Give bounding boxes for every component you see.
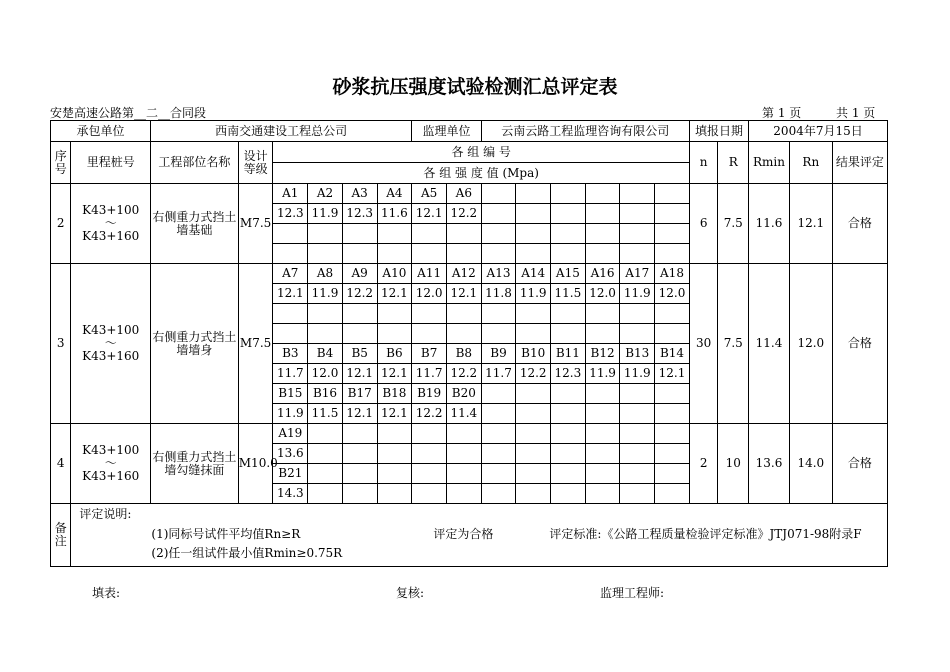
station-station-to: K43+160 xyxy=(82,349,140,363)
strength-value-cell: 12.1 xyxy=(446,284,481,304)
group-id-cell: A1 xyxy=(273,184,308,204)
empty-cell xyxy=(273,324,308,344)
strength-value-cell: 12.2 xyxy=(516,364,551,384)
strength-value-cell: 11.8 xyxy=(481,284,516,304)
empty-cell xyxy=(551,244,586,264)
empty-cell xyxy=(377,244,412,264)
row-r: 7.5 xyxy=(718,184,749,264)
strength-value-cell xyxy=(481,484,516,504)
strength-value-cell: 11.9 xyxy=(585,364,620,384)
strength-value-cell xyxy=(620,444,655,464)
group-id-cell xyxy=(551,384,586,404)
group-id-cell xyxy=(551,464,586,484)
empty-cell xyxy=(551,224,586,244)
empty-cell xyxy=(655,324,690,344)
strength-value-cell xyxy=(377,484,412,504)
strength-value-cell xyxy=(620,204,655,224)
empty-cell xyxy=(446,244,481,264)
strength-value-cell xyxy=(377,444,412,464)
group-id-cell: B10 xyxy=(516,344,551,364)
group-id-cell xyxy=(516,184,551,204)
empty-cell xyxy=(308,304,343,324)
row-n: 2 xyxy=(689,424,718,504)
row-part: 右侧重力式挡土墙基础 xyxy=(151,184,239,264)
strength-value-cell xyxy=(655,444,690,464)
row-station xyxy=(71,424,151,504)
empty-cell xyxy=(620,244,655,264)
empty-cell xyxy=(342,244,377,264)
group-id-cell: A2 xyxy=(308,184,343,204)
empty-cell xyxy=(481,324,516,344)
empty-cell xyxy=(412,224,447,244)
empty-cell xyxy=(273,244,308,264)
group-id-cell xyxy=(551,184,586,204)
group-id-cell xyxy=(516,424,551,444)
strength-value-cell xyxy=(446,444,481,464)
strength-value-cell: 12.2 xyxy=(342,284,377,304)
strength-value-cell: 12.2 xyxy=(446,204,481,224)
station-station-from: K43+100 xyxy=(82,203,140,217)
strength-value-cell xyxy=(551,484,586,504)
group-id-cell: B9 xyxy=(481,344,516,364)
row-rn: 12.1 xyxy=(789,184,832,264)
header-station: 里程桩号 xyxy=(71,142,151,184)
empty-cell xyxy=(516,244,551,264)
strength-value-cell xyxy=(516,484,551,504)
empty-cell xyxy=(412,304,447,324)
strength-value-cell: 12.0 xyxy=(308,364,343,384)
empty-cell xyxy=(655,224,690,244)
contractor-value: 西南交通建设工程总公司 xyxy=(151,121,412,142)
page-number: 第 1 页 xyxy=(762,106,802,120)
strength-value-cell xyxy=(585,404,620,424)
group-id-cell xyxy=(620,384,655,404)
empty-cell xyxy=(516,324,551,344)
strength-value-cell: 12.0 xyxy=(412,284,447,304)
strength-value-cell: 12.1 xyxy=(273,284,308,304)
supervisor-label: 监理单位 xyxy=(412,121,481,142)
strength-value-cell: 11.5 xyxy=(308,404,343,424)
row-n: 30 xyxy=(689,264,718,424)
row-grade: M7.5 xyxy=(238,184,273,264)
row-rmin: 13.6 xyxy=(749,424,790,504)
row-part: 右侧重力式挡土墙墙身 xyxy=(151,264,239,424)
group-id-cell: A18 xyxy=(655,264,690,284)
empty-cell xyxy=(446,324,481,344)
strength-value-cell xyxy=(412,484,447,504)
empty-cell xyxy=(655,244,690,264)
row-r: 10 xyxy=(718,424,749,504)
group-id-cell: A11 xyxy=(412,264,447,284)
strength-value-cell xyxy=(516,204,551,224)
strength-value-cell xyxy=(481,444,516,464)
remarks-conclusion: 评定为合格 xyxy=(433,527,494,541)
group-id-cell: B17 xyxy=(342,384,377,404)
station-tilde: ～ xyxy=(104,456,117,470)
strength-value-cell: 12.1 xyxy=(655,364,690,384)
group-id-cell xyxy=(655,384,690,404)
strength-value-cell xyxy=(585,204,620,224)
row-part: 右侧重力式挡土墙勾缝抹面 xyxy=(151,424,239,504)
strength-value-cell xyxy=(481,204,516,224)
strength-value-cell xyxy=(620,484,655,504)
page-title: 砂浆抗压强度试验检测汇总评定表 xyxy=(332,76,618,98)
empty-cell xyxy=(516,224,551,244)
empty-cell xyxy=(551,324,586,344)
group-id-cell: B13 xyxy=(620,344,655,364)
row-rn: 14.0 xyxy=(789,424,832,504)
remarks-content xyxy=(71,504,888,567)
strength-value-cell: 12.3 xyxy=(551,364,586,384)
group-id-cell xyxy=(377,464,412,484)
row-result: 合格 xyxy=(832,184,887,264)
station-station-to: K43+160 xyxy=(82,229,140,243)
empty-cell xyxy=(273,224,308,244)
header-group-no: 各 组 编 号 xyxy=(273,142,689,163)
empty-cell xyxy=(585,244,620,264)
group-id-cell: A12 xyxy=(446,264,481,284)
strength-value-cell xyxy=(655,204,690,224)
strength-value-cell: 11.9 xyxy=(620,284,655,304)
strength-value-cell xyxy=(516,444,551,464)
group-id-cell: B6 xyxy=(377,344,412,364)
group-id-cell: B14 xyxy=(655,344,690,364)
strength-value-cell: 12.3 xyxy=(273,204,308,224)
group-id-cell: A5 xyxy=(412,184,447,204)
group-id-cell xyxy=(585,384,620,404)
strength-value-cell: 12.1 xyxy=(377,404,412,424)
date-value: 2004年7月15日 xyxy=(749,121,888,142)
group-id-cell xyxy=(446,424,481,444)
empty-cell xyxy=(273,304,308,324)
group-id-cell xyxy=(620,424,655,444)
header-strength: 各 组 强 度 值 (Mpa) xyxy=(273,163,689,184)
group-id-cell: B20 xyxy=(446,384,481,404)
group-id-cell: A3 xyxy=(342,184,377,204)
strength-value-cell: 12.3 xyxy=(342,204,377,224)
remarks-standard: 评定标准:《公路工程质量检验评定标准》JTJ071-98附录F xyxy=(549,527,862,541)
group-id-cell xyxy=(308,424,343,444)
empty-cell xyxy=(308,324,343,344)
strength-value-cell xyxy=(481,404,516,424)
group-id-cell: A13 xyxy=(481,264,516,284)
remarks-item-1: (1)同标号试件平均值Rn≥R xyxy=(151,527,301,541)
supervisor-value: 云南云路工程监理咨询有限公司 xyxy=(481,121,689,142)
group-id-cell: A6 xyxy=(446,184,481,204)
strength-value-cell: 12.1 xyxy=(377,364,412,384)
group-id-cell: B7 xyxy=(412,344,447,364)
group-id-cell xyxy=(481,384,516,404)
group-id-cell xyxy=(620,184,655,204)
remarks-title: 评定说明: xyxy=(79,507,132,521)
group-id-cell xyxy=(655,424,690,444)
group-id-cell xyxy=(412,424,447,444)
strength-value-cell xyxy=(655,484,690,504)
group-id-cell xyxy=(585,184,620,204)
group-id-cell: A9 xyxy=(342,264,377,284)
station-station-from: K43+100 xyxy=(82,323,140,337)
group-id-cell: A19 xyxy=(273,424,308,444)
group-id-cell: A16 xyxy=(585,264,620,284)
footer-engineer: 监理工程师: xyxy=(600,586,665,600)
empty-cell xyxy=(516,304,551,324)
empty-cell xyxy=(446,224,481,244)
strength-value-cell: 12.1 xyxy=(342,364,377,384)
strength-value-cell xyxy=(585,444,620,464)
header-rmin: Rmin xyxy=(749,142,790,184)
row-result: 合格 xyxy=(832,264,887,424)
empty-cell xyxy=(655,304,690,324)
station-station-to: K43+160 xyxy=(82,469,140,483)
strength-value-cell: 11.4 xyxy=(446,404,481,424)
strength-value-cell xyxy=(585,484,620,504)
strength-value-cell: 12.1 xyxy=(377,284,412,304)
row-grade: M7.5 xyxy=(238,264,273,424)
header-r: R xyxy=(718,142,749,184)
group-id-cell xyxy=(342,464,377,484)
strength-value-cell xyxy=(655,404,690,424)
strength-value-cell: 12.2 xyxy=(412,404,447,424)
footer-filler: 填表: xyxy=(92,586,121,600)
strength-value-cell xyxy=(412,444,447,464)
strength-value-cell: 11.9 xyxy=(273,404,308,424)
strength-value-cell xyxy=(446,484,481,504)
group-id-cell xyxy=(585,424,620,444)
row-grade: M10.0 xyxy=(238,424,273,504)
row-seq: 4 xyxy=(51,424,71,504)
strength-value-cell xyxy=(308,444,343,464)
strength-value-cell: 11.9 xyxy=(516,284,551,304)
group-id-cell: B8 xyxy=(446,344,481,364)
strength-value-cell: 11.9 xyxy=(308,284,343,304)
group-id-cell xyxy=(516,384,551,404)
group-id-cell xyxy=(481,424,516,444)
group-id-cell xyxy=(585,464,620,484)
strength-value-cell: 14.3 xyxy=(273,484,308,504)
header-result: 结果评定 xyxy=(832,142,887,184)
strength-value-cell xyxy=(516,404,551,424)
header-rn: Rn xyxy=(789,142,832,184)
empty-cell xyxy=(481,304,516,324)
group-id-cell xyxy=(342,424,377,444)
row-rmin: 11.4 xyxy=(749,264,790,424)
group-id-cell: A10 xyxy=(377,264,412,284)
empty-cell xyxy=(620,304,655,324)
group-id-cell xyxy=(412,464,447,484)
group-id-cell: B11 xyxy=(551,344,586,364)
empty-cell xyxy=(377,304,412,324)
strength-value-cell xyxy=(342,444,377,464)
row-result: 合格 xyxy=(832,424,887,504)
strength-value-cell: 11.5 xyxy=(551,284,586,304)
row-station xyxy=(71,264,151,424)
row-n: 6 xyxy=(689,184,718,264)
strength-value-cell xyxy=(342,484,377,504)
strength-value-cell: 12.2 xyxy=(446,364,481,384)
empty-cell xyxy=(342,224,377,244)
strength-value-cell: 11.7 xyxy=(481,364,516,384)
strength-value-cell: 12.1 xyxy=(412,204,447,224)
strength-value-cell xyxy=(551,204,586,224)
group-id-cell: B19 xyxy=(412,384,447,404)
strength-value-cell xyxy=(620,404,655,424)
strength-value-cell: 12.0 xyxy=(585,284,620,304)
group-id-cell xyxy=(308,464,343,484)
empty-cell xyxy=(620,324,655,344)
row-r: 7.5 xyxy=(718,264,749,424)
strength-value-cell: 12.1 xyxy=(342,404,377,424)
remarks-item-2: (2)任一组试件最小值Rmin≥0.75R xyxy=(151,546,343,560)
group-id-cell: B5 xyxy=(342,344,377,364)
group-id-cell xyxy=(551,424,586,444)
empty-cell xyxy=(481,224,516,244)
empty-cell xyxy=(551,304,586,324)
group-id-cell xyxy=(377,424,412,444)
group-id-cell xyxy=(481,184,516,204)
group-id-cell xyxy=(620,464,655,484)
row-rmin: 11.6 xyxy=(749,184,790,264)
row-rn: 12.0 xyxy=(789,264,832,424)
footer-reviewer: 复核: xyxy=(396,586,425,600)
station-tilde: ～ xyxy=(104,216,117,230)
group-id-cell xyxy=(481,464,516,484)
strength-value-cell xyxy=(551,444,586,464)
empty-cell xyxy=(308,244,343,264)
strength-value-cell: 11.9 xyxy=(620,364,655,384)
group-id-cell: A8 xyxy=(308,264,343,284)
group-id-cell: A15 xyxy=(551,264,586,284)
group-id-cell xyxy=(655,184,690,204)
empty-cell xyxy=(481,244,516,264)
contractor-label: 承包单位 xyxy=(51,121,151,142)
group-id-cell: B3 xyxy=(273,344,308,364)
group-id-cell: A7 xyxy=(273,264,308,284)
header-part: 工程部位名称 xyxy=(151,142,239,184)
group-id-cell: B15 xyxy=(273,384,308,404)
empty-cell xyxy=(377,224,412,244)
strength-value-cell: 12.0 xyxy=(655,284,690,304)
empty-cell xyxy=(585,224,620,244)
group-id-cell xyxy=(446,464,481,484)
page-total: 共 1 页 xyxy=(836,106,876,120)
empty-cell xyxy=(412,324,447,344)
row-station xyxy=(71,184,151,264)
group-id-cell: A17 xyxy=(620,264,655,284)
header-seq: 序号 xyxy=(51,142,71,184)
summary-table xyxy=(50,120,888,567)
strength-value-cell: 11.6 xyxy=(377,204,412,224)
group-id-cell: B12 xyxy=(585,344,620,364)
group-id-cell: A4 xyxy=(377,184,412,204)
station-station-from: K43+100 xyxy=(82,443,140,457)
group-id-cell: B21 xyxy=(273,464,308,484)
remarks-label: 备注 xyxy=(51,504,71,567)
project-name: 安楚高速公路第__二__合同段 xyxy=(50,106,207,120)
group-id-cell: B18 xyxy=(377,384,412,404)
empty-cell xyxy=(620,224,655,244)
strength-value-cell: 11.9 xyxy=(308,204,343,224)
empty-cell xyxy=(342,324,377,344)
group-id-cell: B4 xyxy=(308,344,343,364)
header-grade: 设计等级 xyxy=(238,142,273,184)
empty-cell xyxy=(377,324,412,344)
row-seq: 2 xyxy=(51,184,71,264)
empty-cell xyxy=(446,304,481,324)
strength-value-cell xyxy=(551,404,586,424)
group-id-cell xyxy=(516,464,551,484)
strength-value-cell: 13.6 xyxy=(273,444,308,464)
strength-value-cell xyxy=(308,484,343,504)
empty-cell xyxy=(585,324,620,344)
group-id-cell: A14 xyxy=(516,264,551,284)
row-seq: 3 xyxy=(51,264,71,424)
empty-cell xyxy=(585,304,620,324)
strength-value-cell: 11.7 xyxy=(412,364,447,384)
header-n: n xyxy=(689,142,718,184)
station-tilde: ～ xyxy=(104,336,117,350)
strength-value-cell: 11.7 xyxy=(273,364,308,384)
group-id-cell: B16 xyxy=(308,384,343,404)
date-label: 填报日期 xyxy=(689,121,748,142)
empty-cell xyxy=(308,224,343,244)
group-id-cell xyxy=(655,464,690,484)
empty-cell xyxy=(342,304,377,324)
empty-cell xyxy=(412,244,447,264)
